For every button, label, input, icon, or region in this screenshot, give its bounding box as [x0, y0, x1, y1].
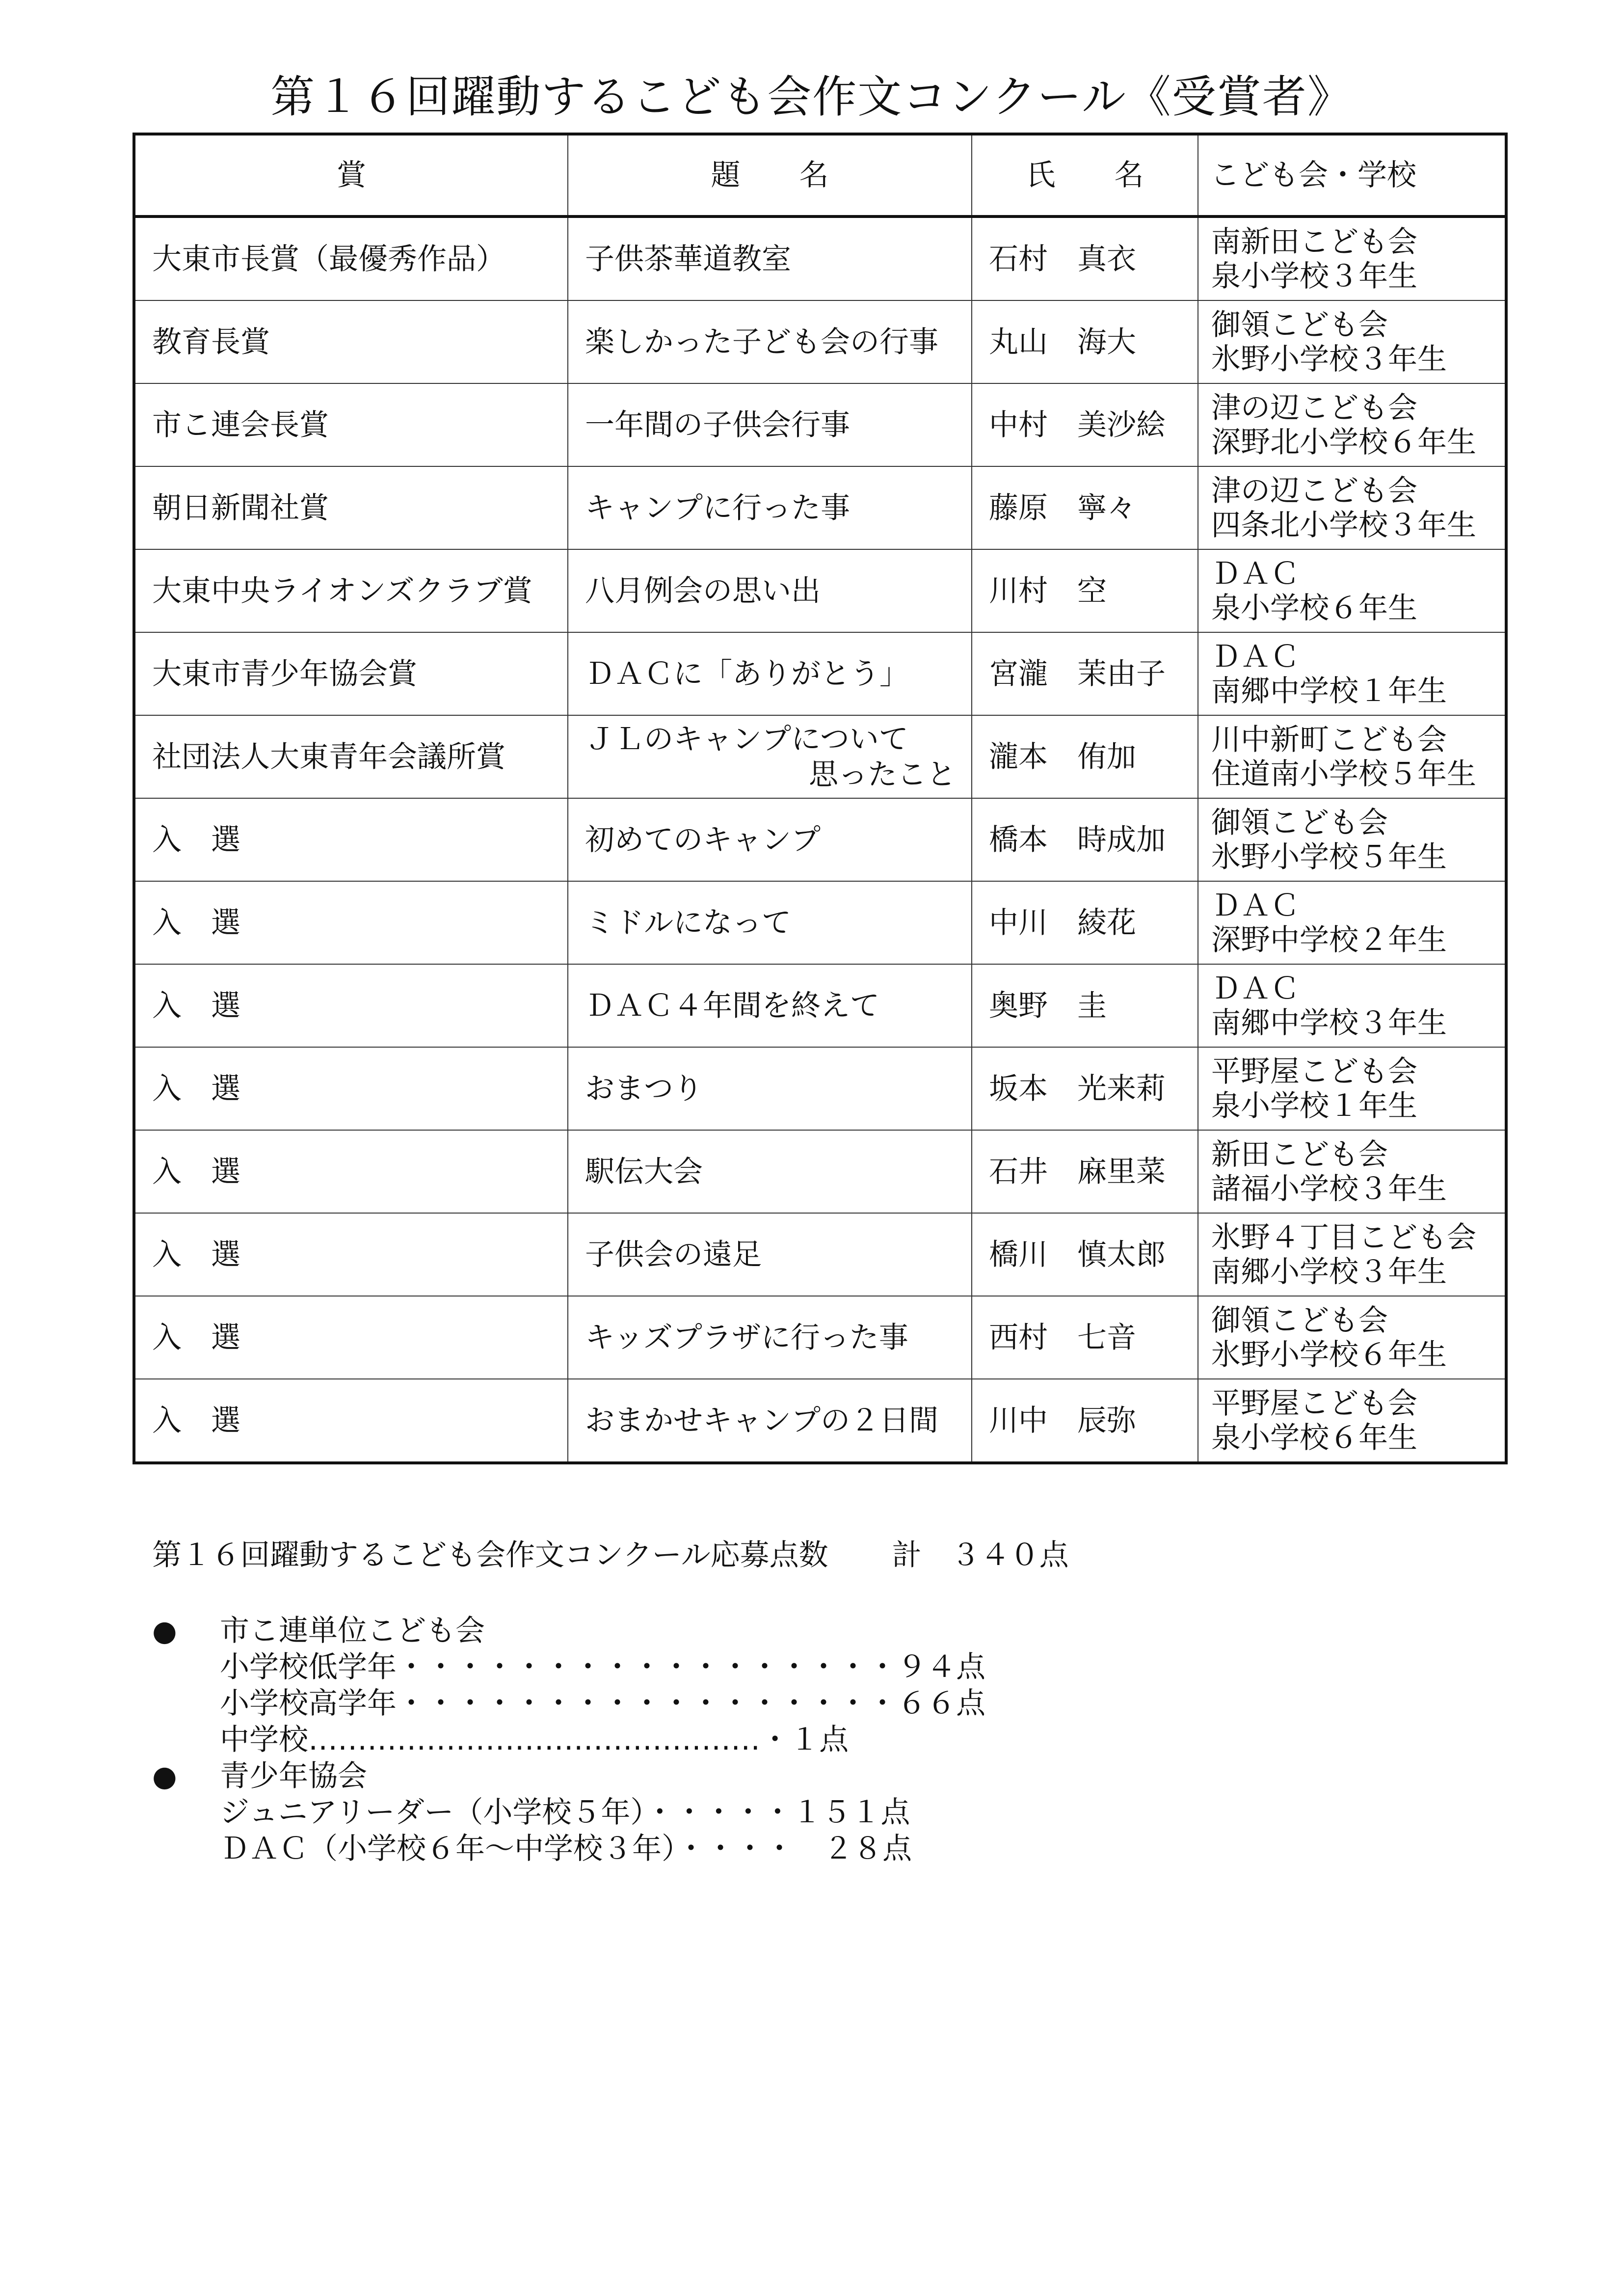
table-row — [134, 300, 1506, 383]
work-title-cell — [568, 715, 972, 798]
work-title-cell — [568, 300, 972, 383]
entry-summary — [152, 1537, 1069, 1574]
club-name: 御領こども会 — [1211, 805, 1388, 840]
club-school-cell — [1198, 964, 1506, 1047]
work-title: 子供茶華道教室 — [585, 242, 791, 276]
work-title-cell — [568, 1047, 972, 1130]
award-cell: 入 選 — [134, 1213, 568, 1296]
club-school-cell — [1198, 1130, 1506, 1213]
school-grade: 泉小学校６年生 — [1211, 591, 1417, 625]
table-row — [134, 632, 1506, 715]
award-cell: 教育長賞 — [134, 300, 568, 383]
school-grade: 泉小学校１年生 — [1211, 1088, 1417, 1123]
work-title: キャンプに行った事 — [585, 490, 850, 525]
club-school-cell — [1198, 1213, 1506, 1296]
summary-label: 第１６回躍動するこども会作文コンクール応募点数 — [152, 1538, 828, 1572]
club-name: 平野屋こども会 — [1211, 1054, 1417, 1089]
work-title: ＤＡＣに「ありがとう」 — [585, 656, 909, 691]
name-cell: 橋本 時成加 — [972, 798, 1198, 881]
club-name: ＤＡＣ — [1211, 556, 1300, 591]
award-cell: 入 選 — [134, 881, 568, 964]
award-table — [133, 133, 1508, 1464]
club-school-cell — [1198, 798, 1506, 881]
award-cell: 大東市青少年協会賞 — [134, 632, 568, 715]
club-name: ＤＡＣ — [1211, 971, 1300, 1006]
list-item: 小学校低学年・・・・・・・・・・・・・・・・・９４点 — [220, 1650, 985, 1684]
club-name: 御領こども会 — [1211, 1303, 1388, 1338]
table-row — [134, 881, 1506, 964]
work-title-cell — [568, 549, 972, 632]
school-grade: 南郷小学校３年生 — [1211, 1254, 1447, 1289]
work-title-line2: 思ったこと — [809, 757, 956, 792]
name-cell: 奥野 圭 — [972, 964, 1198, 1047]
work-title: おまかせキャンプの２日間 — [585, 1403, 938, 1438]
entry-breakdown — [152, 1613, 985, 1867]
work-title: 初めてのキャンプ — [585, 822, 821, 857]
name-cell: 宮瀧 茉由子 — [972, 632, 1198, 715]
table-row — [134, 1130, 1506, 1213]
club-name: 平野屋こども会 — [1211, 1386, 1417, 1421]
school-grade: 深野北小学校６年生 — [1211, 425, 1476, 459]
work-title-cell — [568, 466, 972, 549]
school-grade: 住道南小学校５年生 — [1211, 756, 1476, 791]
work-title-cell — [568, 383, 972, 466]
group-heading — [152, 1758, 985, 1794]
award-cell: 入 選 — [134, 1130, 568, 1213]
table-row — [134, 1213, 1506, 1296]
work-title: ＤＡＣ４年間を終えて — [585, 988, 879, 1023]
award-cell: 入 選 — [134, 1296, 568, 1379]
club-name: ＤＡＣ — [1211, 639, 1300, 674]
school-grade: 諸福小学校３年生 — [1211, 1171, 1447, 1206]
table-row — [134, 383, 1506, 466]
school-grade: 四条北小学校３年生 — [1211, 508, 1476, 542]
school-grade: 氷野小学校６年生 — [1211, 1337, 1447, 1372]
school-grade: 氷野小学校５年生 — [1211, 839, 1447, 874]
school-grade: 泉小学校６年生 — [1211, 1420, 1417, 1455]
header-club-school: こども会・学校 — [1198, 134, 1506, 216]
club-school-cell — [1198, 1047, 1506, 1130]
work-title: 子供会の遠足 — [585, 1237, 762, 1272]
school-grade: 氷野小学校３年生 — [1211, 342, 1447, 377]
table-body — [134, 216, 1506, 1463]
table-header-row — [134, 134, 1506, 216]
list-item: ＤＡＣ（小学校６年〜中学校３年）・・・・ ２８点 — [220, 1832, 912, 1866]
work-title: 駅伝大会 — [585, 1154, 703, 1189]
club-school-cell — [1198, 881, 1506, 964]
work-title: キッズプラザに行った事 — [585, 1320, 908, 1355]
award-cell: 入 選 — [134, 798, 568, 881]
name-cell: 石井 麻里菜 — [972, 1130, 1198, 1213]
work-title-cell — [568, 1213, 972, 1296]
table-row — [134, 964, 1506, 1047]
table-row — [134, 798, 1506, 881]
table-row — [134, 216, 1506, 300]
school-grade: 南郷中学校３年生 — [1211, 1005, 1447, 1040]
school-grade: 泉小学校３年生 — [1211, 259, 1417, 294]
work-title-cell — [568, 881, 972, 964]
club-name: 氷野４丁目こども会 — [1211, 1220, 1476, 1255]
list-item: 中学校‥‥‥‥‥‥‥‥‥‥‥‥‥‥‥‥‥‥‥‥‥‥‥・１点 — [220, 1723, 849, 1757]
name-cell: 中村 美沙絵 — [972, 383, 1198, 466]
work-title: ＪＬのキャンプについて — [585, 722, 908, 756]
award-cell: 市こ連会長賞 — [134, 383, 568, 466]
work-title-cell — [568, 798, 972, 881]
work-title: 八月例会の思い出 — [585, 573, 821, 608]
work-title-cell — [568, 1296, 972, 1379]
table-row — [134, 715, 1506, 798]
club-school-cell — [1198, 216, 1506, 300]
club-school-cell — [1198, 549, 1506, 632]
list-item: ジュニアリーダー（小学校５年）・・・・・１５１点 — [220, 1795, 910, 1830]
work-title: おまつり — [585, 1071, 703, 1106]
work-title-cell — [568, 964, 972, 1047]
award-cell: 大東中央ライオンズクラブ賞 — [134, 549, 568, 632]
work-title-cell — [568, 632, 972, 715]
name-cell: 丸山 海大 — [972, 300, 1198, 383]
table-row — [134, 1296, 1506, 1379]
work-title: 一年間の子供会行事 — [585, 407, 850, 442]
name-cell: 藤原 寧々 — [972, 466, 1198, 549]
group-name: 市こ連単位こども会 — [220, 1614, 485, 1648]
school-grade: 深野中学校２年生 — [1211, 922, 1447, 957]
bullet-icon: ● — [152, 1614, 177, 1648]
club-name: 津の辺こども会 — [1211, 390, 1417, 425]
club-name: 南新田こども会 — [1211, 224, 1417, 259]
bullet-icon: ● — [152, 1759, 177, 1793]
work-title-cell — [568, 216, 972, 300]
page-title: 第１６回躍動するこども会作文コンクール《受賞者》 — [270, 71, 1353, 123]
work-title-cell — [568, 1379, 972, 1463]
name-cell: 石村 真衣 — [972, 216, 1198, 300]
award-cell: 大東市長賞（最優秀作品） — [134, 216, 568, 300]
club-name: 御領こども会 — [1211, 307, 1388, 342]
summary-total: 計 ３４０点 — [892, 1538, 1069, 1572]
header-title: 題 名 — [568, 134, 972, 216]
club-name: 川中新町こども会 — [1211, 722, 1447, 757]
club-school-cell — [1198, 1379, 1506, 1463]
table-row — [134, 466, 1506, 549]
group-name: 青少年協会 — [220, 1759, 367, 1793]
club-school-cell — [1198, 300, 1506, 383]
header-award: 賞 — [134, 134, 568, 216]
club-school-cell — [1198, 383, 1506, 466]
header-name: 氏 名 — [972, 134, 1198, 216]
award-cell: 朝日新聞社賞 — [134, 466, 568, 549]
school-grade: 南郷中学校１年生 — [1211, 674, 1447, 708]
club-name: ＤＡＣ — [1211, 888, 1300, 923]
award-cell: 入 選 — [134, 1047, 568, 1130]
club-school-cell — [1198, 1296, 1506, 1379]
work-title: ミドルになって — [585, 905, 791, 940]
name-cell: 瀧本 侑加 — [972, 715, 1198, 798]
club-school-cell — [1198, 466, 1506, 549]
club-name: 新田こども会 — [1211, 1137, 1388, 1172]
award-cell: 社団法人大東青年会議所賞 — [134, 715, 568, 798]
name-cell: 川中 辰弥 — [972, 1379, 1198, 1463]
work-title-cell — [568, 1130, 972, 1213]
club-name: 津の辺こども会 — [1211, 473, 1417, 508]
club-school-cell — [1198, 632, 1506, 715]
award-cell: 入 選 — [134, 1379, 568, 1463]
table-row — [134, 1047, 1506, 1130]
name-cell: 橋川 慎太郎 — [972, 1213, 1198, 1296]
work-title: 楽しかった子ども会の行事 — [585, 324, 938, 359]
name-cell: 坂本 光来莉 — [972, 1047, 1198, 1130]
name-cell: 西村 七音 — [972, 1296, 1198, 1379]
name-cell: 中川 綾花 — [972, 881, 1198, 964]
list-item: 小学校高学年・・・・・・・・・・・・・・・・・６６点 — [220, 1686, 985, 1721]
name-cell: 川村 空 — [972, 549, 1198, 632]
group-heading — [152, 1613, 985, 1649]
table-row — [134, 549, 1506, 632]
award-cell: 入 選 — [134, 964, 568, 1047]
table-row — [134, 1379, 1506, 1463]
club-school-cell — [1198, 715, 1506, 798]
